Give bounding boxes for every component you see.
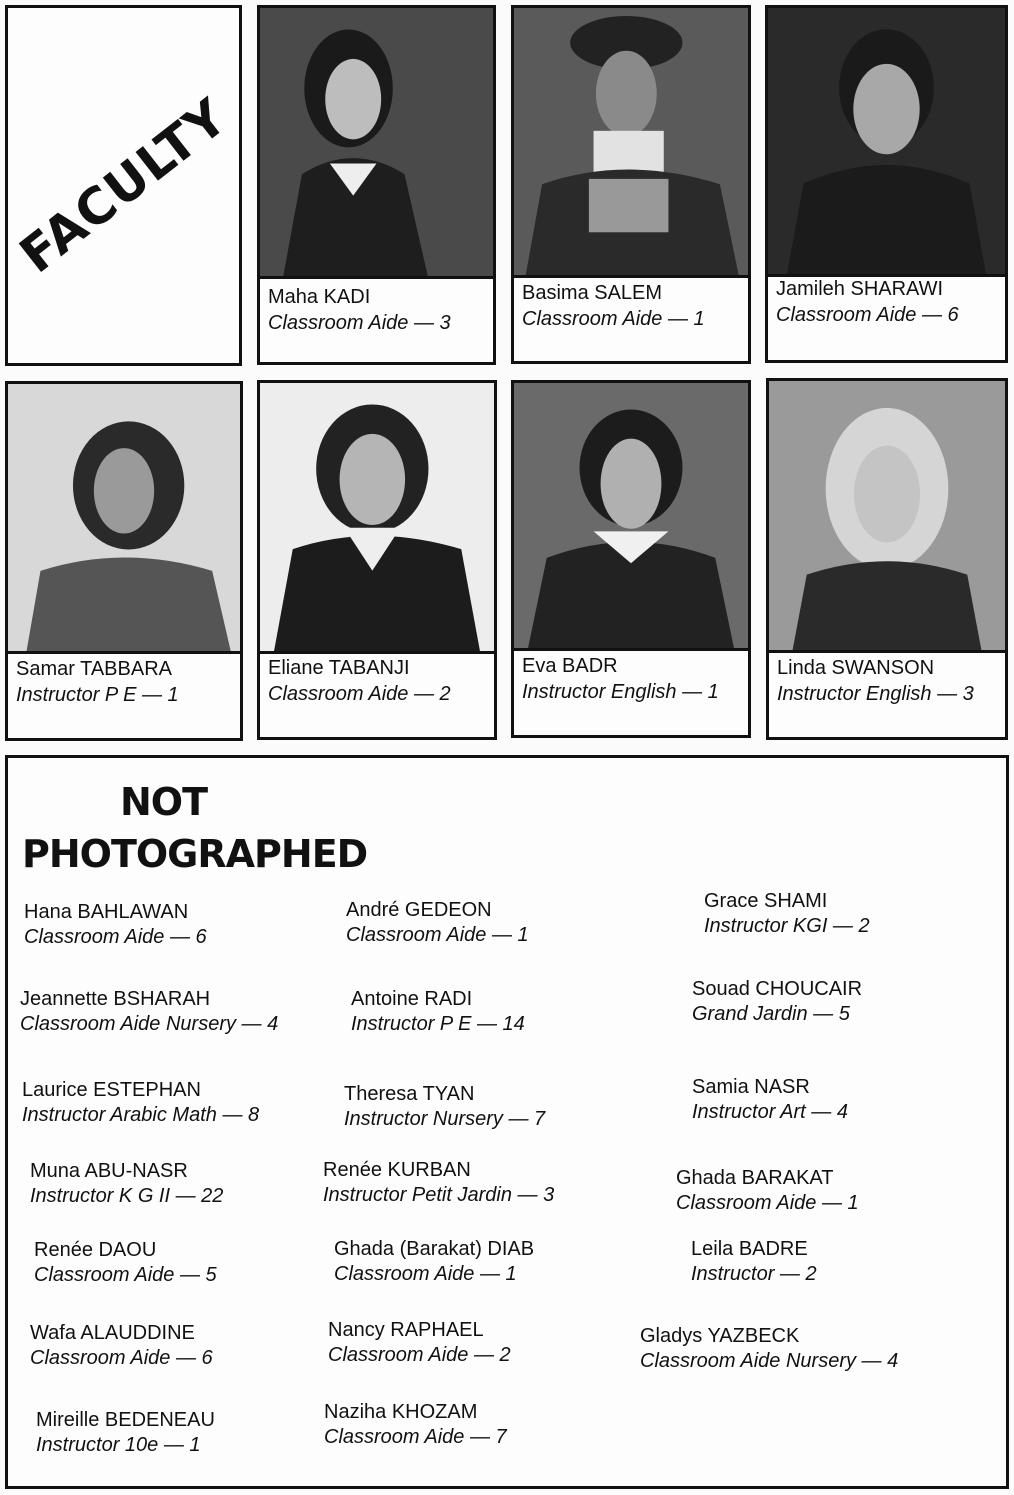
staff-entry xyxy=(328,1318,511,1368)
faculty-card xyxy=(257,380,497,740)
faculty-card xyxy=(511,5,751,364)
faculty-card xyxy=(5,381,243,741)
person-name: Gladys YAZBECK xyxy=(640,1325,800,1347)
person-name: Hana BAHLAWAN xyxy=(24,901,189,923)
staff-entry xyxy=(640,1324,898,1374)
portrait-photo xyxy=(514,8,748,278)
person-name: Renée KURBAN xyxy=(323,1159,471,1181)
person-name: Eva BADR xyxy=(522,655,618,677)
person-name: Jeannette BSHARAH xyxy=(20,988,211,1010)
staff-entry xyxy=(30,1159,223,1209)
person-role: Instructor K G II — 22 xyxy=(30,1185,224,1207)
person-name: Theresa TYAN xyxy=(344,1083,475,1105)
person-name: Linda SWANSON xyxy=(777,657,935,679)
staff-entry xyxy=(346,898,529,948)
staff-entry xyxy=(20,987,278,1037)
portrait-photo xyxy=(514,383,748,651)
person-name: Ghada (Barakat) DIAB xyxy=(334,1238,535,1260)
portrait-photo xyxy=(769,381,1005,653)
person-role: Instructor Petit Jardin — 3 xyxy=(323,1184,555,1206)
person-name: Basima SALEM xyxy=(522,282,663,304)
person-role: Instructor Nursery — 7 xyxy=(344,1108,546,1130)
staff-entry xyxy=(34,1238,217,1288)
person-role: Instructor Art — 4 xyxy=(692,1101,848,1123)
not-photographed-title-line1: NOT xyxy=(120,780,208,824)
person-name: Ghada BARAKAT xyxy=(676,1167,834,1189)
person-name: Grace SHAMI xyxy=(704,890,828,912)
staff-entry xyxy=(334,1237,534,1287)
person-name: Wafa ALAUDDINE xyxy=(30,1322,195,1344)
person-role: Classroom Aide — 1 xyxy=(346,924,529,946)
person-role: Instructor P E — 14 xyxy=(351,1013,525,1035)
person-name: Mireille BEDENEAU xyxy=(36,1409,215,1431)
person-name: Souad CHOUCAIR xyxy=(692,978,863,1000)
staff-entry xyxy=(324,1400,507,1450)
person-role: Classroom Aide — 2 xyxy=(268,683,451,705)
faculty-title: FACULTY xyxy=(8,87,239,284)
person-name: Renée DAOU xyxy=(34,1239,157,1261)
staff-entry xyxy=(691,1237,817,1287)
person-role: Instructor P E — 1 xyxy=(16,684,179,706)
person-role: Instructor Arabic Math — 8 xyxy=(22,1104,260,1126)
person-role: Classroom Aide — 1 xyxy=(676,1192,859,1214)
person-name: Muna ABU-NASR xyxy=(30,1160,188,1182)
person-role: Classroom Aide Nursery — 4 xyxy=(20,1013,279,1035)
faculty-card xyxy=(511,380,751,738)
person-role: Classroom Aide — 6 xyxy=(30,1347,213,1369)
person-role: Instructor 10e — 1 xyxy=(36,1434,201,1456)
portrait-photo xyxy=(260,8,493,279)
person-name: Samia NASR xyxy=(692,1076,810,1098)
portrait-photo xyxy=(768,8,1005,277)
staff-entry xyxy=(22,1078,259,1128)
faculty-card xyxy=(766,378,1008,740)
person-name: André GEDEON xyxy=(346,899,492,921)
faculty-title-box xyxy=(5,5,242,366)
person-name: Eliane TABANJI xyxy=(268,657,410,679)
portrait-photo xyxy=(8,384,240,654)
not-photographed-box xyxy=(5,755,1009,1489)
person-role: Instructor KGI — 2 xyxy=(704,915,870,937)
not-photographed-title-line2: PHOTOGRAPHED xyxy=(22,832,368,876)
person-role: Classroom Aide — 1 xyxy=(334,1263,517,1285)
staff-entry xyxy=(692,977,862,1027)
person-name: Samar TABBARA xyxy=(16,658,172,680)
person-role: Classroom Aide — 3 xyxy=(268,312,451,334)
person-role: Instructor English — 1 xyxy=(522,681,719,703)
person-name: Naziha KHOZAM xyxy=(324,1401,478,1423)
staff-entry xyxy=(704,889,870,939)
staff-entry xyxy=(692,1075,848,1125)
person-name: Nancy RAPHAEL xyxy=(328,1319,484,1341)
person-name: Jamileh SHARAWI xyxy=(776,278,944,300)
faculty-card xyxy=(765,5,1008,363)
person-role: Instructor — 2 xyxy=(691,1263,817,1285)
person-role: Grand Jardin — 5 xyxy=(692,1003,850,1025)
portrait-photo xyxy=(260,383,494,654)
person-role: Classroom Aide — 7 xyxy=(324,1426,507,1448)
staff-entry xyxy=(36,1408,215,1458)
person-role: Classroom Aide Nursery — 4 xyxy=(640,1350,899,1372)
person-role: Classroom Aide — 1 xyxy=(522,308,705,330)
person-role: Classroom Aide — 5 xyxy=(34,1264,217,1286)
staff-entry xyxy=(344,1082,545,1132)
person-role: Classroom Aide — 2 xyxy=(328,1344,511,1366)
person-role: Instructor English — 3 xyxy=(777,683,974,705)
staff-entry xyxy=(24,900,207,950)
person-name: Maha KADI xyxy=(268,286,371,308)
staff-entry xyxy=(676,1166,859,1216)
staff-entry xyxy=(323,1158,554,1208)
staff-entry xyxy=(30,1321,213,1371)
person-name: Antoine RADI xyxy=(351,988,473,1010)
person-role: Classroom Aide — 6 xyxy=(776,304,959,326)
person-name: Leila BADRE xyxy=(691,1238,808,1260)
staff-entry xyxy=(351,987,525,1037)
faculty-card xyxy=(257,5,496,365)
person-role: Classroom Aide — 6 xyxy=(24,926,207,948)
person-name: Laurice ESTEPHAN xyxy=(22,1079,201,1101)
